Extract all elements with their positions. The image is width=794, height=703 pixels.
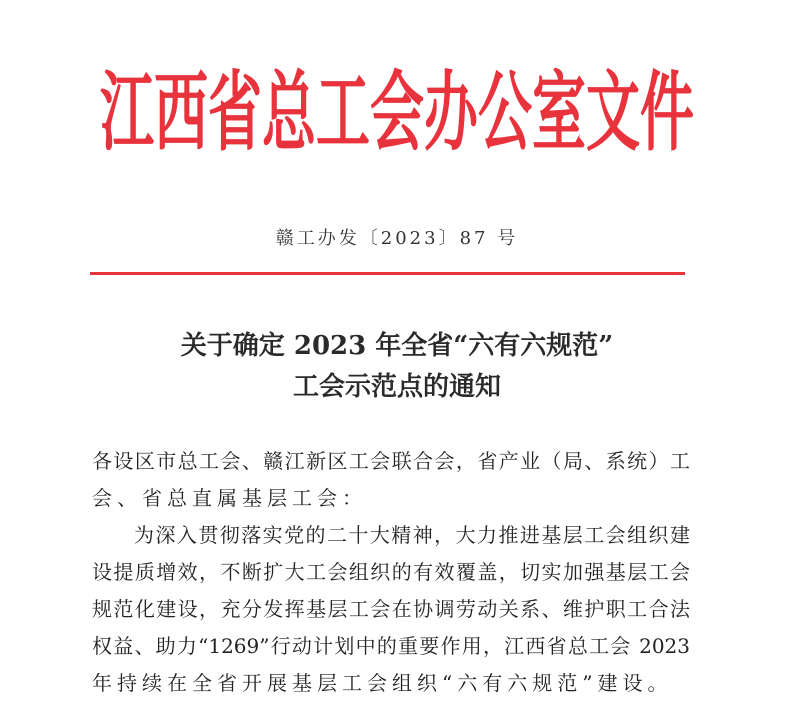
masthead-char: 工 (316, 61, 370, 163)
body-line: 各设区市总工会、赣江新区工会联合会，省产业（局、系统）工 (92, 449, 690, 473)
masthead-char: 西 (154, 61, 208, 163)
masthead-char: 会 (370, 61, 424, 163)
notice-title-line2: 工会示范点的通知 (292, 372, 501, 402)
body-line: 为深入贯彻落实党的二十大精神，大力推进基层工会组织建 (134, 523, 690, 547)
body-line: 年持续在全省开展基层工会组织“六有六规范”建设。 (92, 671, 673, 695)
masthead-char: 公 (478, 61, 532, 163)
masthead-title (100, 58, 694, 168)
masthead-char: 办 (424, 61, 478, 163)
body-line: 权益、助力“1269”行动计划中的重要作用，江西省总工会 2023 (92, 634, 690, 658)
masthead-char: 省 (208, 61, 262, 163)
masthead-char: 件 (640, 61, 694, 163)
notice-body (92, 443, 690, 702)
masthead-char: 室 (532, 61, 586, 163)
body-line: 会、省总直属基层工会： (92, 486, 367, 510)
body-line: 设提质增效，不断扩大工会组织的有效覆盖，切实加强基层工会 (92, 560, 690, 584)
document-number: 赣工办发〔2023〕87 号 (275, 228, 519, 249)
masthead-char: 文 (586, 61, 640, 163)
red-divider (90, 272, 685, 275)
masthead-char: 总 (262, 61, 316, 163)
notice-title-line1: 关于确定 2023 年全省“六有六规范” (180, 331, 614, 361)
body-line: 规范化建设，充分发挥基层工会在协调劳动关系、维护职工合法 (92, 597, 690, 621)
masthead-char: 江 (100, 61, 154, 163)
